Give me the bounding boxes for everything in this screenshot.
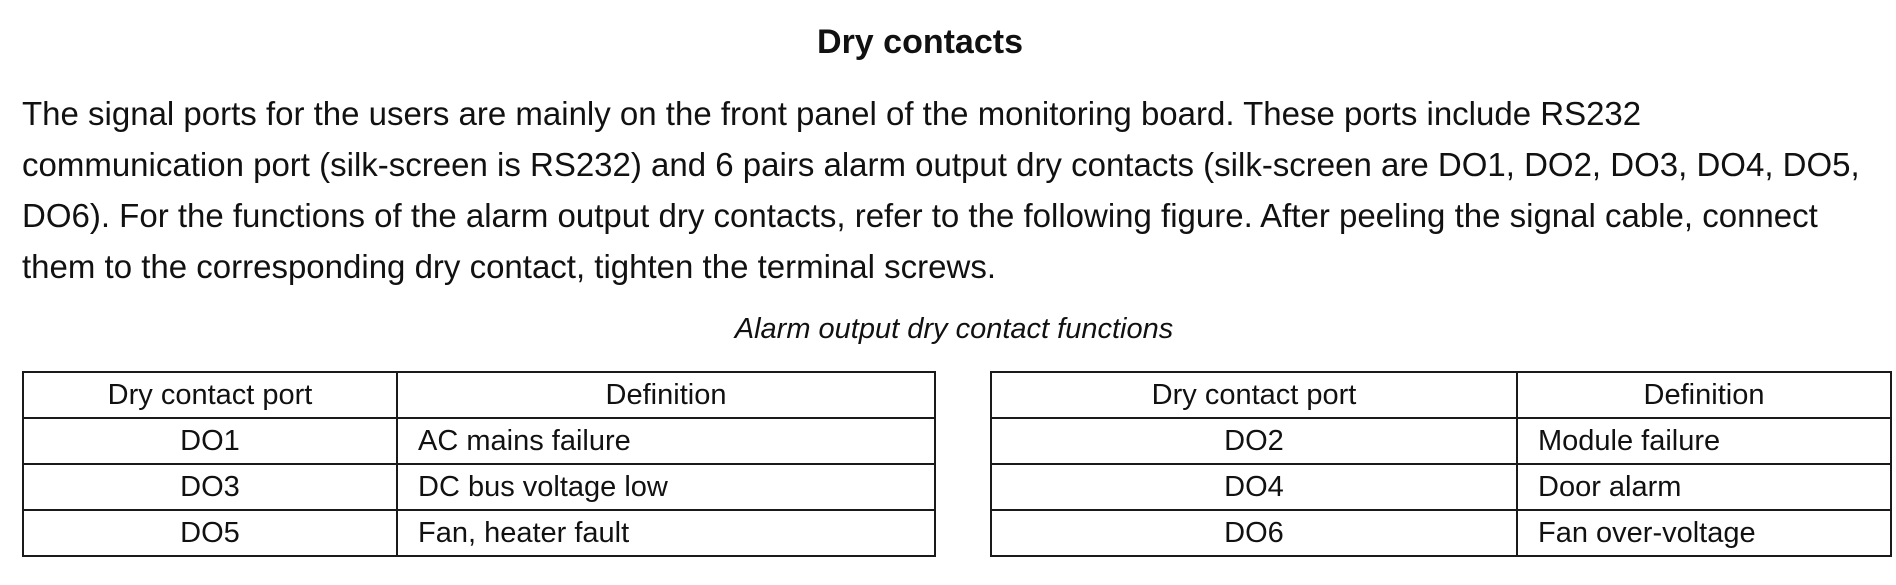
dry-contact-table-left [22, 371, 936, 557]
table-row [23, 510, 935, 556]
port-cell: DO5 [23, 510, 397, 556]
table-row [991, 418, 1891, 464]
table-row [23, 418, 935, 464]
port-cell: DO3 [23, 464, 397, 510]
table-row [23, 464, 935, 510]
port-cell: DO2 [991, 418, 1517, 464]
table-header-row [991, 372, 1891, 418]
definition-cell: Door alarm [1517, 464, 1891, 510]
port-cell: DO6 [991, 510, 1517, 556]
table-row [991, 510, 1891, 556]
header-definition: Definition [1517, 372, 1891, 418]
dry-contact-table-right [990, 371, 1892, 557]
header-port: Dry contact port [991, 372, 1517, 418]
port-cell: DO4 [991, 464, 1517, 510]
page-title: Dry contacts [817, 23, 1023, 61]
definition-cell: Module failure [1517, 418, 1891, 464]
definition-cell: Fan over-voltage [1517, 510, 1891, 556]
header-definition: Definition [397, 372, 935, 418]
definition-cell: DC bus voltage low [397, 464, 935, 510]
header-port: Dry contact port [23, 372, 397, 418]
port-cell: DO1 [23, 418, 397, 464]
definition-cell: Fan, heater fault [397, 510, 935, 556]
table-header-row [23, 372, 935, 418]
table-row [991, 464, 1891, 510]
definition-cell: AC mains failure [397, 418, 935, 464]
table-caption: Alarm output dry contact functions [734, 313, 1174, 345]
intro-paragraph: The signal ports for the users are mainly on the front panel of the monitoring board. These ports include RS232 communication port (silk-screen is RS232) and 6 pairs alarm output dry contacts (silk-screen are DO1, DO2, DO3, DO4, DO5, DO6). For the functions of the alarm output dry contacts, refer to the following figure. After peeling the signal cable, connect them to the corresponding dry contact, tighten the terminal screws. [22, 95, 1860, 285]
